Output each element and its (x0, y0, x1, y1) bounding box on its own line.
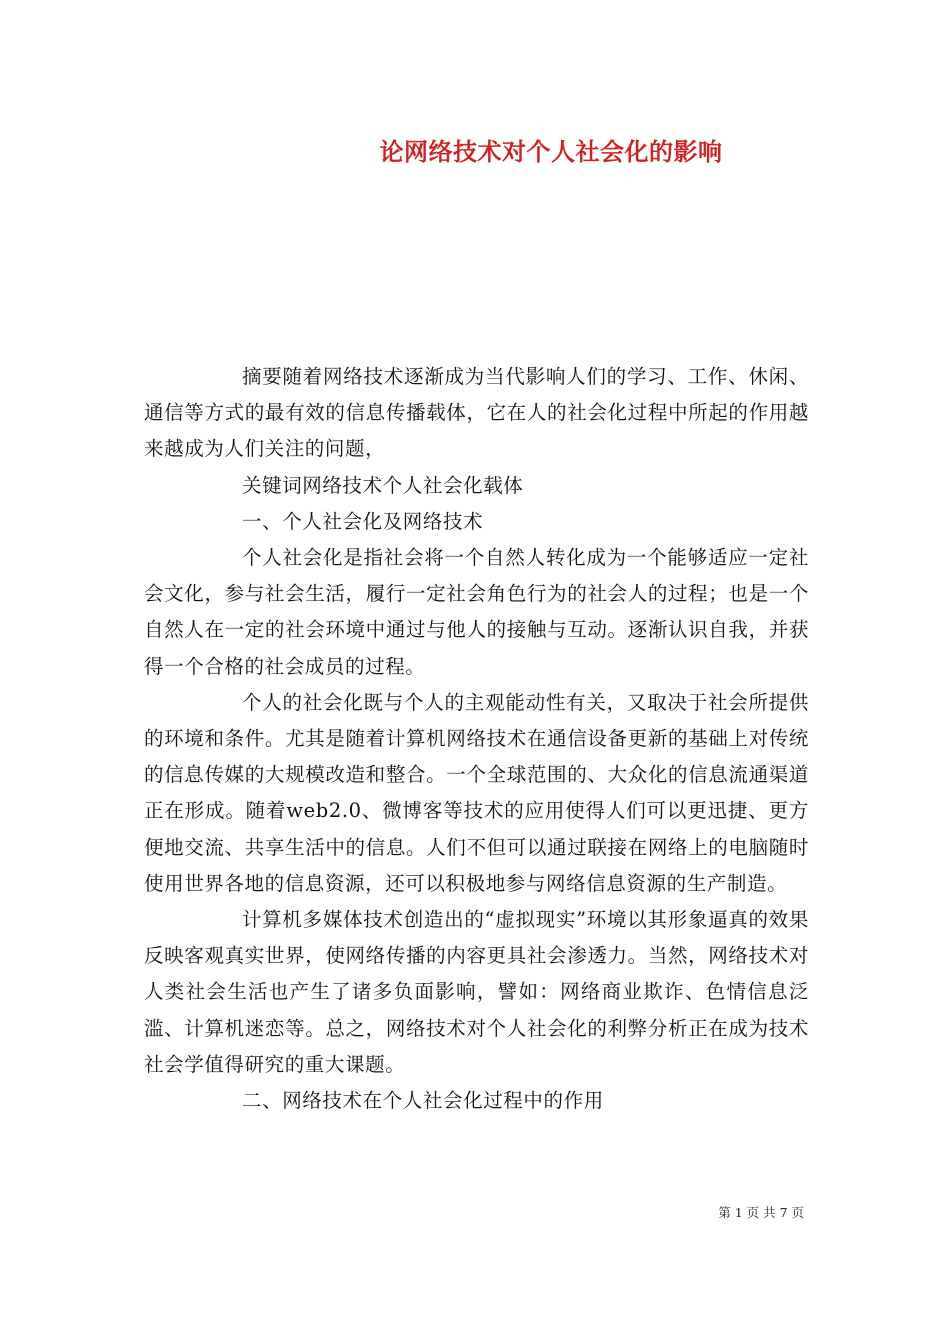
body-paragraph: 个人社会化是指社会将一个自然人转化成为一个能够适应一定社会文化，参与社会生活，履行一定社会角色行为的社会人的过程；也是一个自然人在一定的社会环境中通过与他人的接触与互动。逐渐认识自我，并获得一个合格的社会成员的过程。 (144, 546, 809, 678)
document-body (144, 359, 809, 1119)
document-title: 论网络技术对个人社会化的影响 (379, 137, 723, 166)
keywords-paragraph: 关键词网络技术个人社会化载体 (242, 473, 524, 497)
body-paragraph: 计算机多媒体技术创造出的“虚拟现实”环境以其形象逼真的效果反映客观真实世界，使网络传播的内容更具社会渗透力。当然，网络技术对人类社会生活也产生了诸多负面影响，譬如：网络商业欺诈、色情信息泛滥、计算机迷恋等。总之，网络技术对个人社会化的利弊分析正在成为技术社会学值得研究的重大课题。 (144, 908, 809, 1076)
section-heading-1: 一、个人社会化及网络技术 (242, 509, 484, 533)
section-heading-2: 二、网络技术在个人社会化过程中的作用 (242, 1089, 604, 1113)
page-number-footer: 第 1 页 共 7 页 (718, 1205, 804, 1220)
body-paragraph: 个人的社会化既与个人的主观能动性有关，又取决于社会所提供的环境和条件。尤其是随着计算机网络技术在通信设备更新的基础上对传统的信息传媒的大规模改造和整合。一个全球范围的、大众化的信息流通渠道正在形成。随着web2.0、微博客等技术的应用使得人们可以更迅捷、更方便地交流、共享生活中的信息。人们不但可以通过联接在网络上的电脑随时使用世界各地的信息资源，还可以积极地参与网络信息资源的生产制造。 (144, 690, 809, 895)
abstract-paragraph: 摘要随着网络技术逐渐成为当代影响人们的学习、工作、休闲、通信等方式的最有效的信息传播载体，它在人的社会化过程中所起的作用越来越成为人们关注的问题， (144, 365, 809, 461)
